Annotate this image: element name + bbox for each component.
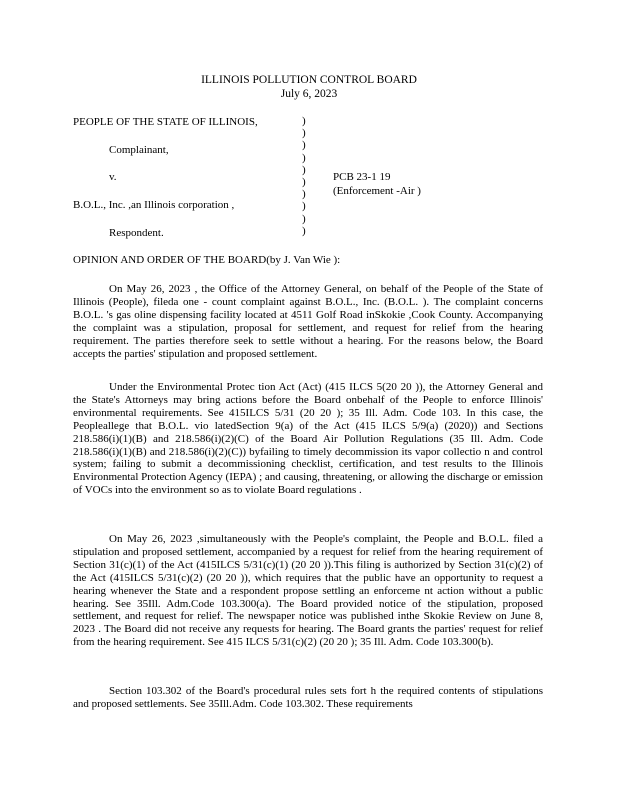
caption-paren: ) [302, 151, 306, 164]
body-paragraph [73, 685, 543, 711]
caption-paren: ) [302, 212, 306, 225]
case-type: (Enforcement -Air ) [333, 185, 421, 197]
body-paragraph [73, 381, 543, 497]
paragraph-text: Under the Environmental Protec tion Act (Act) (415 ILCS 5(20 20 )), the Attorney General and the State's Attorneys may bring actions before the Board onbehalf of the People to enforce Illinois' environmental requirements. See 415ILCS 5/31 (20 20 ); 35 Ill. Adm. Code 103. In this case, the Peopleallege that B.O.L. vio latedSection 9(a) of the Act (415 ILCS 5/9(a) (2020)) and Sections 218.586(i)(1)(B) and 218.586(i)(2)(C) of the Board Air Pollution Regulations (35 Ill. Adm. Code 218.586(i)(1)(B) and 218.586(i)(2)(C)) byfailing to timely decommission its vapor collectio n and control system; failing to submit a decommissioning checklist, certification, and test results to the Illinois Environmental Protection Agency (IEPA) ; and causing, threatening, or allowing the discharge or emission of VOCs into the environment so as to violate Board regulations . [73, 381, 543, 497]
caption-paren: ) [302, 163, 306, 176]
body-paragraph [73, 533, 543, 649]
caption-parens [302, 115, 306, 237]
caption-paren: ) [302, 115, 306, 127]
caption-respondent: Respondent. [109, 227, 164, 239]
paragraph-text: On May 26, 2023 , the Office of the Attorney General, on behalf of the People of the State of Illinois (People), fileda one - count complaint against B.O.L., Inc. (B.O.L. ). The complaint concerns B.O.L. 's gas oline dispensing facility located at 4511 Golf Road inSkokie ,Cook County. Accompanying the complaint was a stipulation, proposal for settlement, and request for relief from the hearing requirement. The parties therefore seek to settle without a hearing. For the reasons below, the Board accepts the parties' stipulation and proposed settlement. [73, 283, 543, 360]
caption-paren: ) [302, 139, 306, 152]
paragraph-text: Section 103.302 of the Board's procedural rules sets fort h the required contents of stipulations and proposed settlements. See 35Ill.Adm. Code 103.302. These requirements [73, 685, 543, 710]
caption-respondent-name: B.O.L., Inc. ,an Illinois corporation , [73, 199, 235, 211]
caption-complainant: Complainant, [109, 144, 169, 156]
body-paragraph [73, 283, 543, 360]
case-number: PCB 23-1 19 [333, 171, 391, 183]
caption-paren: ) [302, 224, 306, 237]
caption-people: PEOPLE OF THE STATE OF ILLINOIS, [73, 116, 258, 128]
opinion-heading: OPINION AND ORDER OF THE BOARD(by J. Van Wie ): [73, 254, 341, 266]
agency-title: ILLINOIS POLLUTION CONTROL BOARD [201, 74, 417, 86]
caption-paren: ) [302, 188, 306, 201]
caption-paren: ) [302, 176, 306, 189]
paragraph-text: On May 26, 2023 ,simultaneously with the People's complaint, the People and B.O.L. filed a stipulation and proposed settlement, accompanied by a request for relief from the hearing requirement of Section 31(c)(1) of the Act (415ILCS 5/31(c)(1) (20 20 )).This filing is authorized by Section 31(c)(2) of the Act (415ILCS 5/31(c)(2) (20 20 )), which requires that the public have an opportunity to request a hearing whenever the State and a respondent propose settling an enforceme nt action without a public hearing. See 35Ill. Adm.Code 103.300(a). The Board provided notice of the stipulation, proposed settlement, and request for relief. The newspaper notice was published inthe Skokie Review on June 8, 2023 . The Board did not receive any requests for hearing. The Board grants the parties' request for relief from the hearing requirement. See 415 ILCS 5/31(c)(2) (20 20 ); 35 Ill. Adm. Code 103.300(b). [73, 533, 543, 649]
caption-paren: ) [302, 127, 306, 140]
caption-versus: v. [109, 171, 117, 183]
caption-paren: ) [302, 200, 306, 213]
document-date: July 6, 2023 [280, 88, 338, 100]
